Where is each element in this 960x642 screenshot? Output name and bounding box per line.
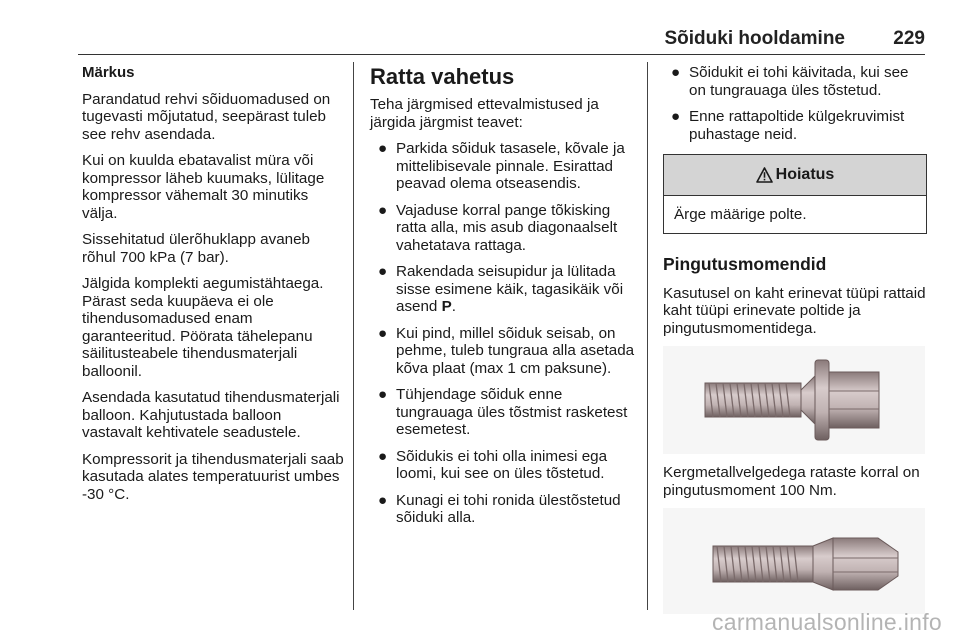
bullet-icon: ● [378, 201, 388, 219]
list-item-text: Enne rattapoltide külgekruvimist puhastage neid. [689, 108, 905, 143]
list-item-text: Kunagi ei tohi ronida ülestõstetud sõiduki alla. [396, 491, 621, 526]
bullet-icon: ● [378, 491, 388, 509]
bolt-caption: Kergmetallvelgedega rataste korral on pingutusmoment 100 Nm. [663, 464, 920, 499]
column-divider [353, 62, 354, 610]
list-item [370, 448, 636, 483]
bullet-icon: ● [378, 447, 388, 465]
column-divider [647, 62, 648, 610]
column-right [663, 64, 927, 624]
list-item-text: Sõidukit ei tohi käivitada, kui see on tungrauaga üles tõstetud. [689, 64, 909, 99]
bullet-icon: ● [671, 64, 681, 81]
paragraph: Parandatud rehvi sõiduomadused on tugevasti mõjutatud, seepärast tuleb see rehv asendada. [82, 90, 331, 143]
column-middle [370, 64, 636, 536]
paragraph: Kui on kuulda ebatavalist müra või kompressor läheb kuumaks, lülitage kompressor vähemalt 30 minutiks välja. [82, 152, 325, 222]
bullet-icon: ● [378, 263, 388, 280]
column-left [82, 64, 344, 512]
bullet-list [370, 140, 636, 527]
list-item-text: . [451, 298, 456, 315]
paragraph: Kompressorit ja tihendusmaterjali saab kasutada alates temperatuurist umbes -30 °C. [82, 450, 344, 503]
list-item [663, 108, 927, 143]
subsection-title: Pingutusmomendid [663, 253, 827, 274]
list-item-text: Tühjendage sõiduk enne tungrauaga üles tõstmist rasketest esemetest. [396, 386, 628, 438]
bullet-list [663, 64, 927, 143]
alloy-wheel-bolt-image [663, 346, 925, 454]
paragraph: Asendada kasutatud tihendusmaterjali balloon. Kahjutustada balloon vastavalt kehtivatele seadustele. [82, 389, 340, 441]
warning-header [664, 155, 926, 196]
list-item-text: Sõidukis ei tohi olla inimesi ega loomi, kui see on üles tõstetud. [396, 447, 608, 482]
paragraph: Jälgida komplekti aegumistähtaega. Pärast seda kuupäeva ei ole tihendusomadused enam garanteeritud. Pöörata tähelepanu säilitusteabele tihendusmaterjali balloonil. [82, 275, 324, 380]
bullet-icon: ● [378, 324, 388, 342]
list-item-text: Rakendada seisupidur ja lülitada sisse esimene käik, tagasikäik [396, 263, 616, 298]
bullet-icon: ● [378, 386, 388, 403]
warning-text: Ärge määrige polte. [674, 206, 807, 223]
warning-title: Hoiatus [775, 166, 835, 184]
list-item [370, 202, 636, 255]
list-item-text: Parkida sõiduk tasasele, kõvale ja mittelibisevale pinnale. Esirattad peavad olema otseasendis. [396, 140, 625, 192]
bullet-icon: ● [671, 108, 681, 125]
page-header [78, 26, 925, 55]
warning-triangle-icon [756, 167, 773, 183]
gear-position-p: P [441, 298, 452, 315]
header-title: Sõiduki hooldamine [664, 28, 845, 49]
list-item-text: või asend [396, 280, 624, 315]
page-number: 229 [893, 28, 925, 49]
steel-wheel-bolt-image [663, 508, 925, 614]
intro-text: Teha järgmised ettevalmistused ja järgida järgmist teavet: [370, 96, 599, 131]
list-item [370, 492, 636, 527]
list-item [663, 64, 927, 99]
list-item [370, 263, 636, 316]
watermark: carmanualsonline.info [711, 609, 942, 635]
warning-box [663, 154, 927, 234]
list-item-text: Kui pind, millel sõiduk seisab, on pehme, tuleb tungraua alla asetada kõva plaat (max 1 cm paksune). [396, 324, 635, 377]
section-title: Ratta vahetus [370, 64, 515, 89]
list-item-text: Vajaduse korral pange tõkisking ratta alla, mis asub diagonaalselt vahetatava rattaga. [396, 201, 618, 254]
list-item [370, 325, 636, 378]
list-item [370, 140, 636, 193]
note-title: Märkus [82, 64, 135, 81]
paragraph: Sissehitatud ülerõhuklapp avaneb rõhul 700 kPa (7 bar). [82, 231, 310, 266]
paragraph: Kasutusel on kaht erinevat tüüpi rattaid kaht tüüpi erinevate poltide ja pingutusmomentidega. [663, 284, 926, 337]
bullet-icon: ● [378, 140, 388, 157]
list-item [370, 386, 636, 439]
